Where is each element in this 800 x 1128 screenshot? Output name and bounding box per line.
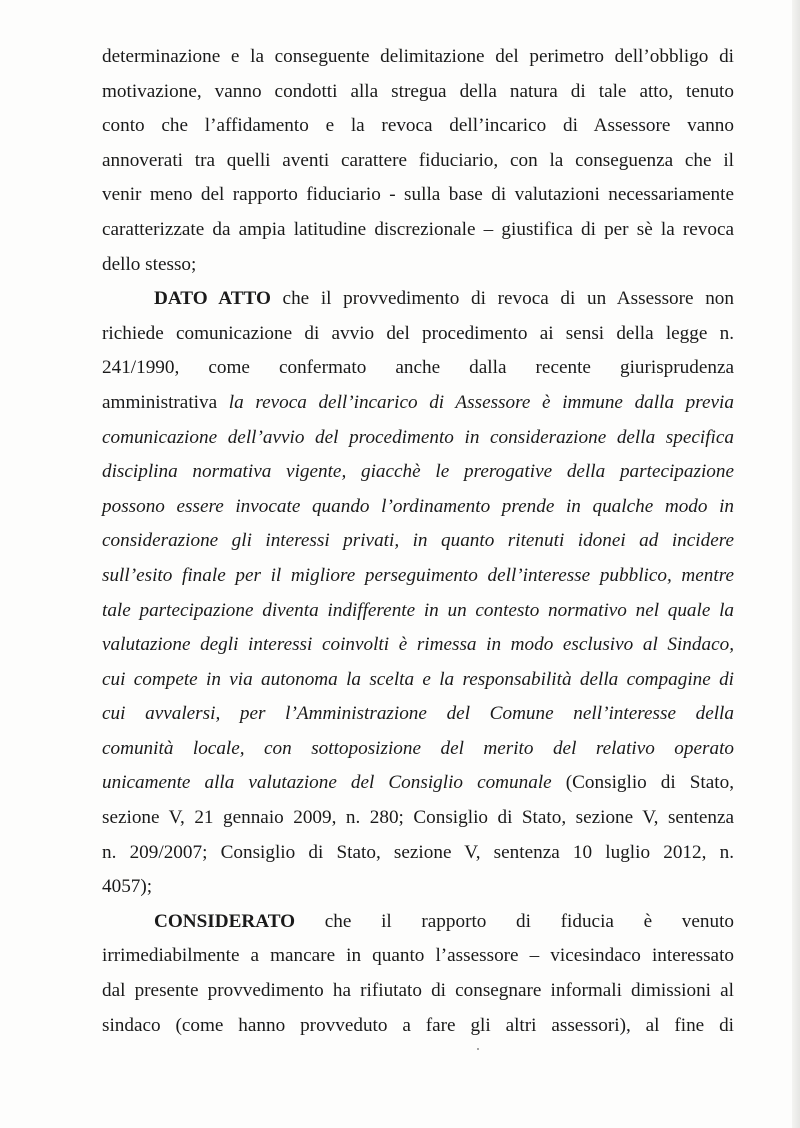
text-line bbox=[102, 386, 734, 421]
text-line: sezione V, 21 gennaio 2009, n. 280; Consiglio di Stato, sezione V, sentenza bbox=[102, 807, 734, 829]
text-line: tale partecipazione diventa indifferente in un contesto normativo nel quale la bbox=[102, 599, 734, 621]
text-line: caratterizzate da ampia latitudine discrezionale – giustifica di per sè la revoca bbox=[102, 218, 734, 240]
text-line bbox=[102, 766, 734, 801]
text-line: considerazione gli interessi privati, in quanto ritenuti idonei ad incidere bbox=[102, 530, 734, 552]
text-line: cui compete in via autonoma la scelta e la responsabilità della compagine di bbox=[102, 668, 734, 690]
text-line bbox=[102, 282, 734, 317]
text-line: valutazione degli interessi coinvolti è rimessa in modo esclusivo al Sindaco, bbox=[102, 634, 734, 656]
text-line: venir meno del rapporto fiduciario - sulla base di valutazioni necessariamente bbox=[102, 184, 734, 206]
text-span: (Consiglio di Stato, bbox=[551, 772, 735, 794]
text-line: cui avvalersi, per l’Amministrazione del Comune nell’interesse della bbox=[102, 703, 734, 725]
text-line: sull’esito finale per il migliore perseguimento dell’interesse pubblico, mentre bbox=[102, 564, 734, 586]
text-line: possono essere invocate quando l’ordinamento prende in qualche modo in bbox=[102, 495, 734, 517]
keyword-dato-atto: DATO ATTO bbox=[154, 288, 271, 310]
text-span: amministrativa bbox=[102, 391, 229, 413]
text-line bbox=[102, 905, 734, 940]
text-line: disciplina normativa vigente, giacchè le prerogative della partecipazione bbox=[102, 461, 734, 483]
text-line: conto che l’affidamento e la revoca dell’incarico di Assessore vanno bbox=[102, 115, 734, 137]
text-line: irrimediabilmente a mancare in quanto l’assessore – vicesindaco interessato bbox=[102, 945, 734, 967]
paragraph-considerato bbox=[102, 905, 734, 1043]
text-line: 4057); bbox=[102, 876, 153, 898]
text-line: dal presente provvedimento ha rifiutato di consegnare informali dimissioni al bbox=[102, 980, 734, 1002]
text-line: richiede comunicazione di avvio del procedimento ai sensi della legge n. bbox=[102, 322, 734, 344]
body-text bbox=[102, 40, 734, 1043]
paragraph-motivazione bbox=[102, 40, 734, 282]
text-line: dello stesso; bbox=[102, 253, 197, 275]
paragraph-dato-atto bbox=[102, 282, 734, 905]
keyword-considerato: CONSIDERATO bbox=[154, 910, 296, 932]
text-line: comunicazione dell’avvio del procedimento in considerazione della specifica bbox=[102, 426, 734, 448]
quoted-italic: unicamente alla valutazione del Consiglio comunale bbox=[102, 772, 552, 794]
text-line: motivazione, vanno condotti alla stregua della natura di tale atto, tenuto bbox=[102, 80, 734, 102]
text-span: che il provvedimento di revoca di un Assessore non bbox=[270, 288, 734, 310]
text-line: 241/1990, come confermato anche dalla recente giurisprudenza bbox=[102, 357, 734, 379]
quoted-italic: la revoca dell’incarico di Assessore è immune dalla previa bbox=[228, 391, 734, 413]
text-line: sindaco (come hanno provveduto a fare gli altri assessori), al fine di bbox=[102, 1014, 734, 1036]
page-edge bbox=[792, 0, 800, 1128]
text-line: comunità locale, con sottoposizione del merito del relativo operato bbox=[102, 737, 734, 759]
scan-speck bbox=[477, 1048, 479, 1050]
text-line: annoverati tra quelli aventi carattere fiduciario, con la conseguenza che il bbox=[102, 149, 734, 171]
text-span: che il rapporto di fiducia è venuto bbox=[295, 910, 734, 932]
text-line: n. 209/2007; Consiglio di Stato, sezione V, sentenza 10 luglio 2012, n. bbox=[102, 841, 734, 863]
text-line: determinazione e la conseguente delimitazione del perimetro dell’obbligo di bbox=[102, 46, 734, 67]
